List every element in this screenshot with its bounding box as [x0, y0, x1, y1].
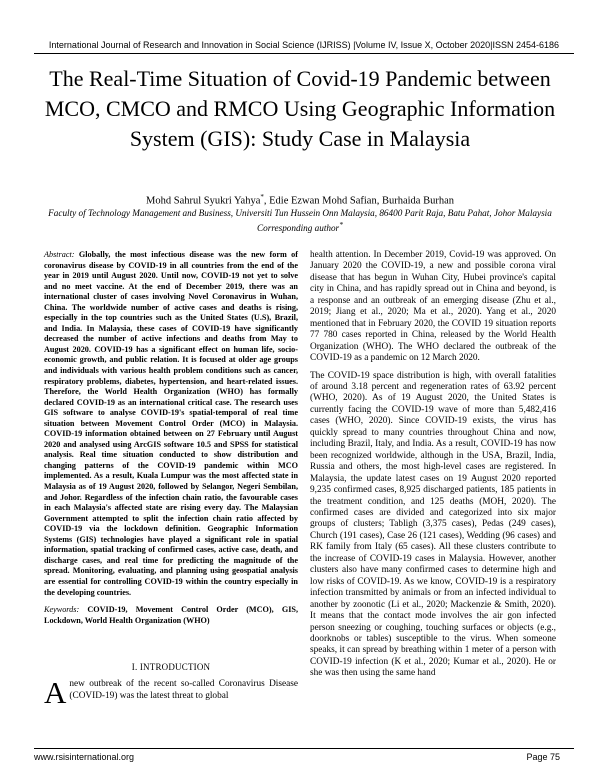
body-paragraph: The COVID-19 space distribution is high, with overall fatalities of around 3.18 percent and regeneration rates of 63.92 percent (WHO, 2020). As of 19 August 2020, the United States is currently facing the COVID-19 wave of more than 5,482,416 cases (WHO, 2020). Since COVID-19 exists, the virus has quickly spread to many countries throughout China and now, including Brazil, Italy, and India. As a result, COVID-19 has now been recognized worldwide, although in the USA, Brazil, India, Russia and others, the most high-level cases are registered. In Malaysia, the update latest cases on 19 August 2020 reported 9,235 confirmed cases, 8,925 discharged patients, 185 patients in the treatment condition, and 125 deaths (MOH, 2020). The confirmed cases are divided and categorized into six major groups of clusters; Tabligh (3,375 cases), Pedas (249 cases), Church (191 cases), Case 26 (121 cases), Wedding (96 cases) and RK family from Italy (65 cases). All these clusters contribute to the increase of COVID-19 cases in Malaysia. However, another clusters also have many confirmed cases to determine high and low risks of COVID-19. As we know, COVID-19 is a respiratory infection transmitted by animals or from an infected individual to another by zoonotic (Li et al., 2020; Mackenzie & Smith, 2020). It means that the contact mode involves the air gon infected person sneezing or coughing, touching surfaces or objects (e.g., doorknobs or tables) susceptible to the virus. When someone speaks, it can spread by breathing within 1 meter of a person with COVID-19 infection (K et al., 2020; Kumar et al., 2020). He or she was then using the same hand — [310, 370, 556, 679]
drop-cap: A — [44, 675, 67, 710]
corresponding-author-note — [40, 220, 560, 233]
abstract-label: Abstract: — [44, 250, 75, 259]
right-column — [310, 250, 556, 686]
header-divider — [34, 53, 574, 54]
keywords-label: Keywords: — [44, 605, 80, 615]
corresponding-label: Corresponding author — [257, 223, 340, 234]
corresponding-note-marker: * — [339, 220, 343, 229]
introduction-paragraph — [44, 675, 298, 710]
body-paragraph: health attention. In December 2019, Covid-19 was approved. On January 2020 the COVID-19, a new and possible corona viral disease that has begun in Wuhan City, Hubei province's capital city in China, and has rapidly spread out in China and beyond, is a response and an outbreak of an emerging disease (Zhu et al., 2019; Jiang et al., 2020; Ma et al., 2020). Yang et al., 2020 mentioned that in February 2020, the COVID 19 situation reports 77 780 cases reported in China, released by the World Health Organization (WHO). The WHO declared the outbreak of the COVID-19 as a pandemic on 12 March 2020. — [310, 250, 556, 364]
footer-divider — [34, 748, 574, 749]
keywords — [44, 605, 298, 626]
abstract-text: Globally, the most infectious disease was the new form of coronavirus disease by COVID-19 in all countries from the end of the year in 2019 until August 2020. Until now, COVID-19 not yet to solve and no meet vaccine. At the end of December 2019, there was an international cluster of cases involving Novel Coronavirus in Wuhan, China. The worldwide number of active cases and deaths is rising, especially in the top countries such as the United States (U.S), Brazil, and India. In Malaysia, these cases of COVID-19 have significantly decreased the number of active infections and deaths from May to August 2020. COVID-19 has a significant effect on human life, socio-economic growth, and public relation. It is focused at older age groups and individuals with various health problem conditions such as cancer, respiratory problems, diabetes, hypertension, and heart-related issues. Therefore, the World Health Organization (WHO) has formally declared COVID-19 as an international critical case. The research uses GIS software to analyse COVID-19's spatial-temporal of real time situation between Movement Control Order (MCO) in Malaysia. COVID-19 information obtained between on 27 February until August 2020 and analysed using ArcGIS software 10.5 and SPSS for statistical analysis. Real time situation conducted to show distribution and changing patterns of the COVID-19 pandemic within MCO implemented. As a result, Kuala Lumpur was the most affected state in Malaysia as of 19 August 2020, followed by Selangor, Negeri Sembilan, and Johor. Regardless of the infection chain ratio, the favourable cases in each Malaysia's affected state are rising every day. The Malaysian Government attempted to split the infection chain ratio affected by COVID-19 via the lockdown definition. Geographic Information Systems (GIS) technologies have played a significant role in spatial information, spatial tracking of confirmed cases, active case, death, and discharge cases, and real time for predicting the magnitude of the spread. Monitoring, evaluating, and planning using geospatial analysis are essential for controlling COVID-19 within the country especially in the developing countries. — [44, 250, 298, 597]
journal-header: International Journal of Research and Innovation in Social Science (IJRISS) |Volume IV, Issue X, October 2020|ISSN 2454-6186 — [48, 40, 560, 50]
co-authors: , Edie Ezwan Mohd Safian, Burhaida Burhan — [263, 195, 454, 207]
paper-title: The Real-Time Situation of Covid-19 Pandemic between MCO, CMCO and RMCO Using Geographic Information System (GIS): Study Case in Malaysia — [44, 66, 556, 151]
author-line — [40, 193, 560, 207]
section-heading-introduction: I. INTRODUCTION — [131, 662, 211, 672]
introduction-text: new outbreak of the recent so-called Coronavirus Disease (COVID-19) was the latest threat to global — [69, 679, 298, 701]
author-affiliation: Faculty of Technology Management and Business, Universiti Tun Hussein Onn Malaysia, 86400 Parit Raja, Batu Pahat, Johor Malaysia — [48, 208, 552, 218]
first-author: Mohd Sahrul Syukri Yahya — [146, 195, 261, 207]
keywords-text: COVID-19, Movement Control Order (MCO), GIS, Lockdown, World Health Organization (WHO) — [44, 605, 298, 625]
corresponding-marker: * — [260, 193, 264, 201]
footer-page-number: Page 75 — [526, 752, 560, 762]
abstract — [44, 250, 298, 598]
footer-website: www.rsisinternational.org — [34, 752, 135, 762]
left-column — [44, 250, 298, 626]
